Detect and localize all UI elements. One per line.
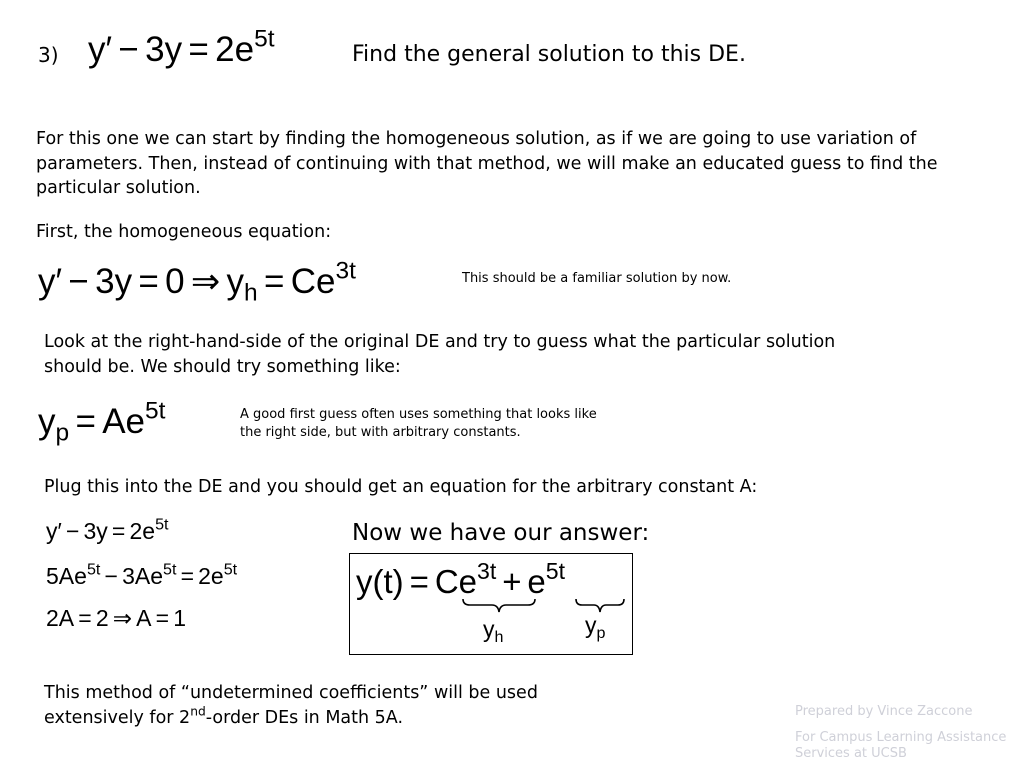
answer-equation xyxy=(356,558,566,601)
yp-guess-equation xyxy=(38,397,166,447)
w2-rhs-base: 2e xyxy=(198,563,224,589)
w2-minus: − xyxy=(104,563,118,589)
w1-3y: 3y xyxy=(83,518,108,544)
original-de xyxy=(88,25,275,70)
answer-lhs: y(t) xyxy=(356,563,404,600)
yp-equals: = xyxy=(75,402,96,441)
yh-subscript: h xyxy=(244,279,258,307)
w1-rhs-exponent: 5t xyxy=(155,515,169,534)
homog-zero: 0 xyxy=(165,262,185,301)
w3-a: A xyxy=(136,605,152,631)
w3-2a: 2A xyxy=(46,605,75,631)
answer-yh-subscript: h xyxy=(494,627,504,646)
yp-base: y xyxy=(38,402,56,441)
footer-prepared-by: Prepared by Vince Zaccone xyxy=(795,704,973,719)
homogeneous-equation xyxy=(38,257,356,307)
homog-rhs-exponent: 3t xyxy=(335,257,356,285)
de-equals: = xyxy=(188,30,209,69)
answer-e-exponent: 5t xyxy=(545,558,566,585)
w1-rhs-base: 2e xyxy=(129,518,156,544)
guess-paragraph: Look at the right-hand-side of the original DE and try to guess what the particular solution should be. We should try something like: xyxy=(44,332,836,377)
w3-one: 1 xyxy=(173,605,186,631)
problem-task: Find the general solution to this DE. xyxy=(352,42,746,67)
yh-base: y xyxy=(226,262,245,301)
yp-rhs-base: Ae xyxy=(102,402,145,441)
w1-y-prime: y′ xyxy=(46,518,62,544)
answer-yp-base: y xyxy=(585,612,597,638)
answer-yh-base: y xyxy=(483,616,495,642)
de-3y: 3y xyxy=(145,30,183,69)
closing-text-end: -order DEs in Math 5A. xyxy=(205,707,404,728)
answer-c-exponent: 3t xyxy=(477,558,497,585)
closing-paragraph xyxy=(44,681,619,730)
w3-equals: = xyxy=(78,605,92,631)
homog-y-prime: y′ xyxy=(38,262,63,301)
de-minus: − xyxy=(118,30,139,69)
w2-term1-exponent: 5t xyxy=(86,560,101,579)
plug-in-text: Plug this into the DE and you should get an equation for the arbitrary constant A: xyxy=(44,477,758,497)
answer-plus: + xyxy=(502,563,522,600)
yp-subscript: p xyxy=(55,419,70,447)
answer-yp-subscript: p xyxy=(596,623,606,642)
homog-minus: − xyxy=(68,262,89,301)
de-rhs-exponent: 5t xyxy=(254,25,275,53)
de-y-prime: y′ xyxy=(88,30,113,69)
homog-3y: 3y xyxy=(95,262,133,301)
closing-text-start: This method of “undetermined coefficients” will be used extensively for 2 xyxy=(44,683,538,728)
underbrace-homogeneous xyxy=(462,598,536,614)
w1-equals: = xyxy=(111,518,126,544)
w1-minus: − xyxy=(65,518,80,544)
answer-e-base: e xyxy=(527,563,546,600)
work-line-1 xyxy=(46,515,169,545)
homogeneous-heading: First, the homogeneous equation: xyxy=(36,222,332,242)
de-rhs-base: 2e xyxy=(215,30,255,69)
w3-implies: ⇒ xyxy=(112,605,133,631)
homog-rhs-base: Ce xyxy=(290,262,336,301)
yp-rhs-exponent: 5t xyxy=(145,397,166,425)
implies-symbol: ⇒ xyxy=(190,262,221,301)
footer-affiliation: For Campus Learning Assistance Services at UCSB xyxy=(795,730,1007,761)
w3-two: 2 xyxy=(95,605,109,631)
w2-term2-base: 3Ae xyxy=(122,563,163,589)
w2-term2-exponent: 5t xyxy=(163,560,177,579)
work-line-3 xyxy=(46,605,186,632)
answer-yp-label xyxy=(585,612,606,642)
answer-yh-label xyxy=(483,616,504,646)
answer-equals: = xyxy=(409,563,429,600)
w3-equals-2: = xyxy=(155,605,170,631)
yp-guess-note: A good first guess often uses something that looks like the right side, but with arbitrary constants. xyxy=(240,407,597,440)
answer-c-base: Ce xyxy=(434,563,477,600)
w2-rhs-exponent: 5t xyxy=(223,560,238,579)
w2-term1-base: 5Ae xyxy=(46,563,87,589)
homog-equals-2: = xyxy=(263,262,285,301)
answer-heading: Now we have our answer: xyxy=(352,520,650,546)
closing-ordinal-superscript: nd xyxy=(190,704,206,719)
work-line-2 xyxy=(46,560,238,590)
problem-number: 3) xyxy=(38,43,59,67)
homog-equals: = xyxy=(138,262,159,301)
w2-equals: = xyxy=(180,563,194,589)
homogeneous-note: This should be a familiar solution by now. xyxy=(462,271,732,286)
intro-paragraph: For this one we can start by finding the homogeneous solution, as if we are going to use variation of parameters. Then, instead of continuing with that method, we will make an educated guess to find the particular solution. xyxy=(36,129,938,198)
